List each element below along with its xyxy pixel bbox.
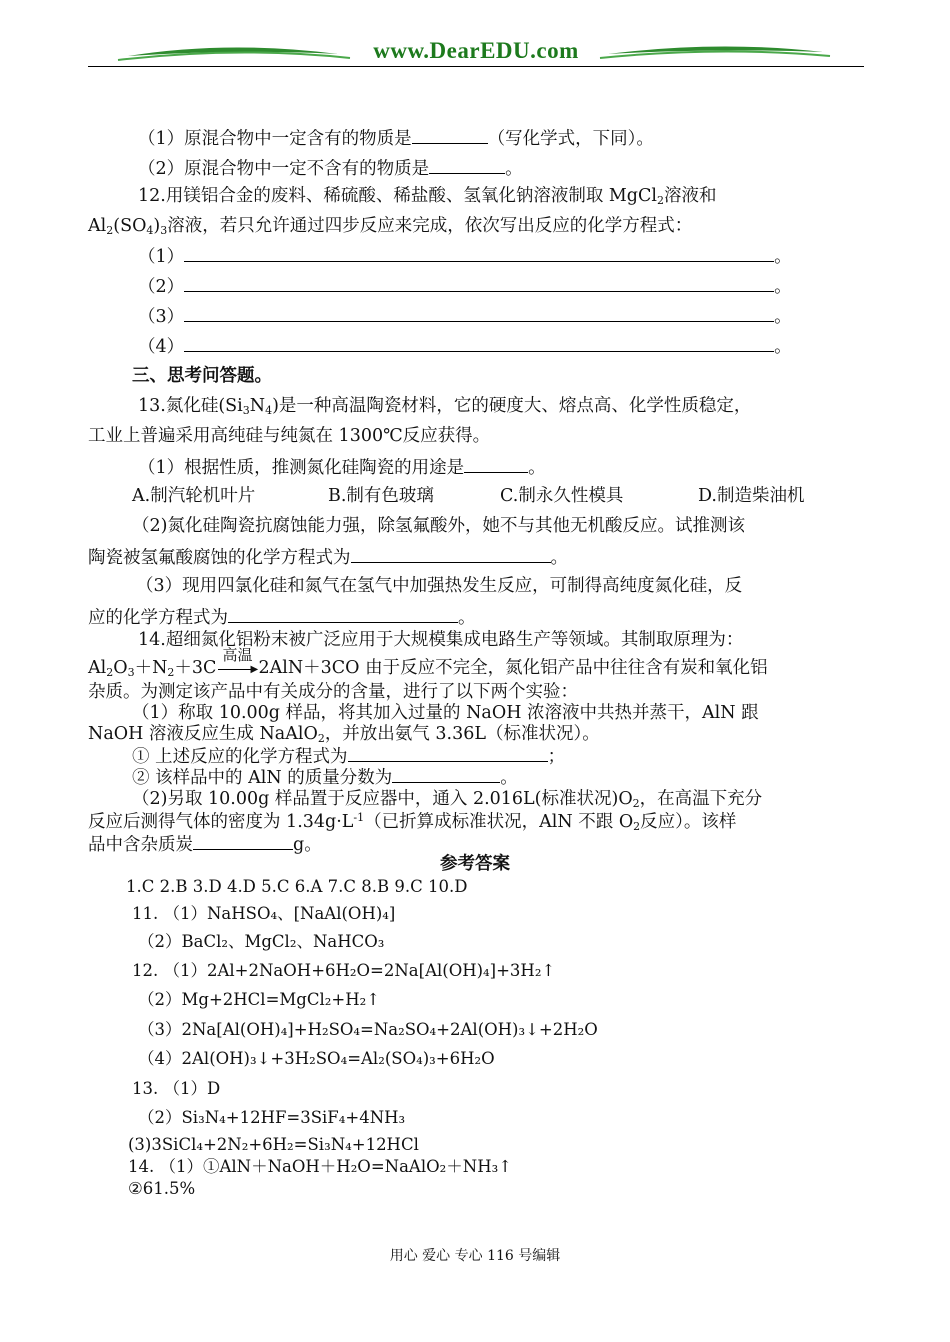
q14-sub1: ① 上述反应的化学方程式为 ；: [132, 743, 565, 769]
answer-line[interactable]: [184, 333, 774, 352]
q14-part1-line2: NaOH 溶液反应生成 NaAlO$_2$，并放出氨气 3.36L（标准状况）。: [88, 724, 600, 745]
answer-blank[interactable]: [412, 125, 488, 144]
q13-option-c: C.制永久性模具: [500, 486, 624, 506]
q14-part2-line3: 品中含杂质炭 g。: [88, 831, 322, 857]
q13-line1: 13.氮化硅$(Si_3N_4)$是一种高温陶瓷材料，它的硬度大、熔点高、化学性质稳定，: [138, 396, 752, 417]
answer-blank[interactable]: [392, 764, 500, 783]
site-logo[interactable]: www.DearEDU.com: [373, 38, 579, 63]
q12-item-4: （4） 。: [138, 333, 792, 359]
q14-line3: 杂质。为测定该产品中有关成分的含量，进行了以下两个实验：: [88, 682, 578, 702]
answer-14-2: ②61.5%: [128, 1179, 196, 1198]
q11-part1: （1）原混合物中一定含有的物质是 （写化学式，下同）。: [138, 125, 654, 151]
answer-blank[interactable]: [193, 831, 293, 850]
q11-part2: （2）原混合物中一定不含有的物质是 。: [138, 155, 523, 181]
section-title: 三、思考问答题。: [132, 366, 272, 386]
q14-part2-line2: 反应后测得气体的密度为 $1.34g\cdot L^{-1}$（已折算成标准状况，AlN 不跟 $O_2$反应）。该样: [88, 811, 737, 833]
reaction-arrow: 高温 ▶: [216, 659, 258, 673]
answers-multiple-choice: 1.C 2.B 3.D 4.D 5.C 6.A 7.C 8.B 9.C 10.D: [126, 877, 468, 896]
answer-13-3: (3)3SiCl₄+2N₂+6H₂=Si₃N₄+12HCl: [128, 1135, 419, 1154]
answer-12-3: （3）2Na[Al(OH)₄]+H₂SO₄=Na₂SO₄+2Al(OH)₃↓+2H₂O: [138, 1020, 598, 1039]
answers-title: 参考答案: [440, 854, 510, 874]
q14-line1: 14.超细氮化铝粉末被广泛应用于大规模集成电路生产等领域。其制取原理为：: [138, 630, 744, 650]
q13-part3-line2: 应的化学方程式为 。: [88, 604, 476, 630]
header-rule: [88, 66, 864, 67]
q13-option-b: B.制有色玻璃: [328, 486, 434, 506]
answer-12-1: 12. （1）2Al+2NaOH+6H₂O=2Na[Al(OH)₄]+3H₂↑: [132, 961, 556, 980]
answer-11-1: 11. （1）NaHSO₄、[NaAl(OH)₄]: [132, 904, 396, 923]
answer-blank[interactable]: [348, 743, 548, 762]
answer-12-4: （4）2Al(OH)₃↓+3H₂SO₄=Al₂(SO₄)₃+6H₂O: [138, 1049, 495, 1068]
answer-line[interactable]: [184, 303, 774, 322]
answer-13-2: （2）Si₃N₄+12HF=3SiF₄+4NH₃: [138, 1108, 406, 1127]
answer-blank[interactable]: [351, 544, 551, 563]
answer-line[interactable]: [184, 243, 774, 262]
q13-part2-line2: 陶瓷被氢氟酸腐蚀的化学方程式为 。: [88, 544, 568, 570]
answer-12-2: （2）Mg+2HCl=MgCl₂+H₂↑: [138, 990, 381, 1009]
answer-blank[interactable]: [464, 454, 528, 473]
q13-option-a: A.制汽轮机叶片: [132, 486, 256, 506]
page-footer: 用心 爱心 专心 116 号编辑: [389, 1248, 561, 1264]
answer-line[interactable]: [184, 273, 774, 292]
answer-14-1: 14. （1）①AlN＋NaOH＋H₂O=NaAlO₂＋NH₃↑: [128, 1157, 513, 1176]
answer-blank[interactable]: [429, 155, 505, 174]
q12-intro-line1: 12.用镁铝合金的废料、稀硫酸、稀盐酸、氢氧化钠溶液制取 MgCl$_2$溶液和: [138, 186, 717, 207]
q12-item-1: （1） 。: [138, 243, 792, 269]
q12-item-2: （2） 。: [138, 273, 792, 299]
q13-option-d: D.制造柴油机: [698, 486, 805, 506]
q14-part1-line1: （1）称取 10.00g 样品，将其加入过量的 NaOH 浓溶液中共热并蒸干，AlN 跟: [132, 703, 759, 723]
q13-part1: （1）根据性质，推测氮化硅陶瓷的用途是 。: [138, 454, 546, 480]
q14-equation-line: $Al_2O_3+N_2+3C$ 高温 ▶ 2AlN＋3CO 由于反应不完全，氮化铝产品中往往含有炭和氧化铝: [88, 646, 768, 679]
q12-item-3: （3） 。: [138, 303, 792, 329]
answer-13-1: 13. （1）D: [132, 1079, 221, 1098]
answer-11-2: （2）BaCl₂、MgCl₂、NaHCO₃: [138, 932, 385, 951]
q13-line2: 工业上普遍采用高纯硅与纯氮在 1300℃反应获得。: [88, 426, 491, 446]
q13-part2-line1: （2)氮化硅陶瓷抗腐蚀能力强，除氢氟酸外，她不与其他无机酸反应。试推测该: [132, 516, 745, 536]
q13-part3-line1: （3）现用四氯化硅和氮气在氢气中加强热发生反应，可制得高纯度氮化硅，反: [136, 576, 743, 596]
q12-intro-line2: $Al_2(SO_4)_3$溶液，若只允许通过四步反应来完成，依次写出反应的化学方程式：: [88, 216, 693, 237]
page-header: [88, 36, 864, 70]
q14-part2-line1: （2)另取 10.00g 样品置于反应器中，通入 2.016L(标准状况)$O_2$，在高温下充分: [132, 789, 763, 810]
q14-sub2: ② 该样品中的 AlN 的质量分数为 。: [132, 764, 518, 790]
answer-blank[interactable]: [228, 604, 458, 623]
